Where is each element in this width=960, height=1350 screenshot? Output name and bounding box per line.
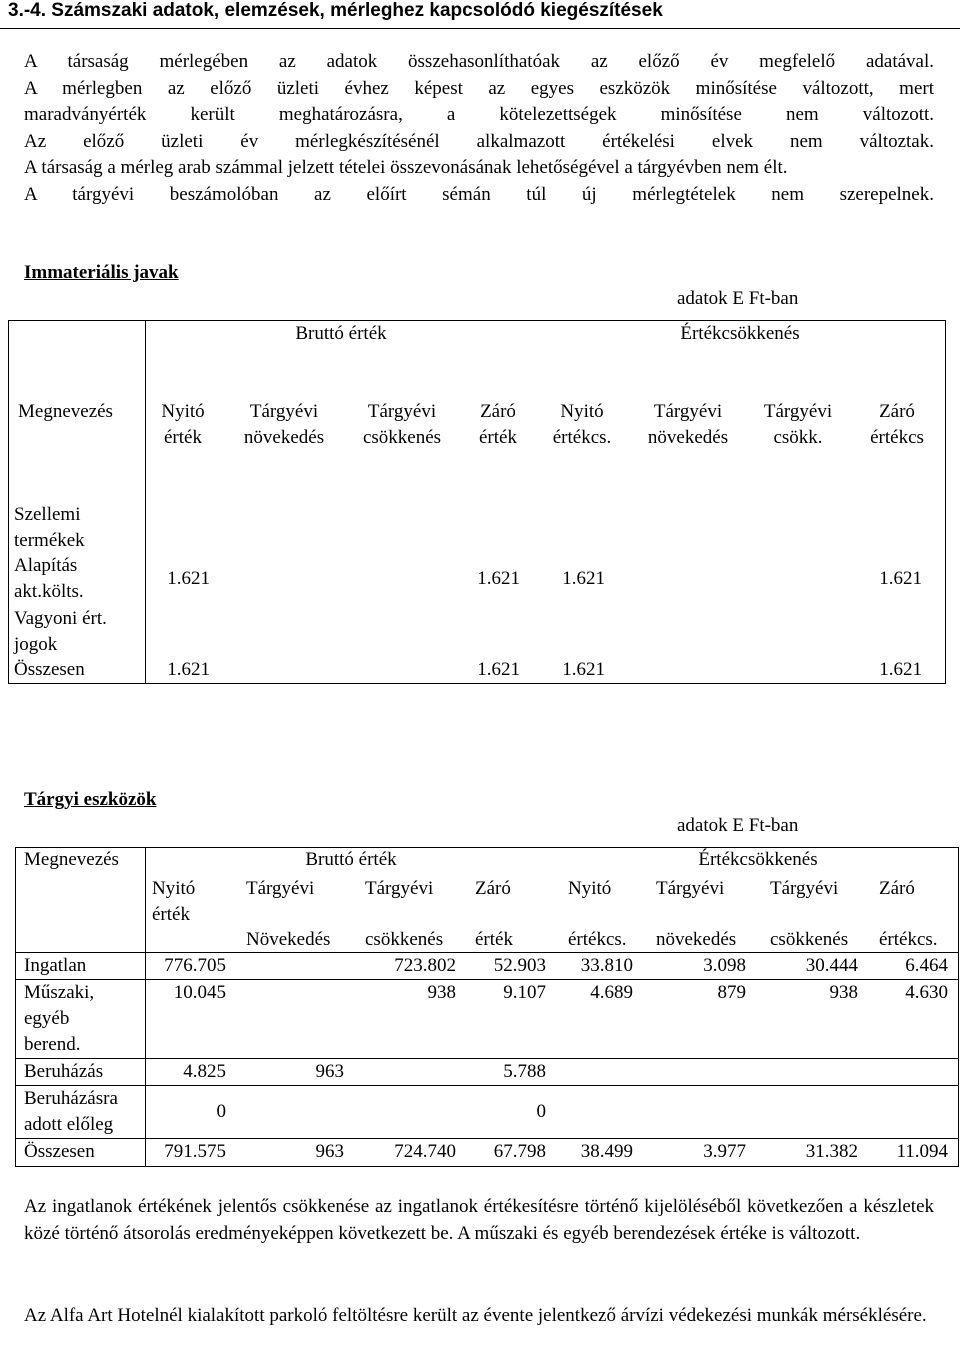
- table-cell: 1.621: [562, 568, 605, 589]
- tangible-col-name: Megnevezés: [24, 849, 119, 870]
- closing-paragraph: Az ingatlanok értékének jelentős csökkenése az ingatlanok értékesítésre történő kijelöléséből következően a készletek közé történő átsorolás eredményeképpen következett be. A műszaki és egyéb berendezések értéke is változott.: [24, 1196, 934, 1244]
- intangible-col-header: Tárgyévi növekedés: [647, 401, 729, 448]
- intro-line: maradványérték került meghatározásra, a kötelezettségek minősítése nem változott.: [24, 104, 934, 125]
- table-cell: 1.621: [879, 659, 922, 680]
- table-cell: 1.621: [167, 659, 210, 680]
- tangible-col-header: növekedés: [656, 929, 737, 950]
- intro-line: A társaság mérlegében az adatok összehasonlíthatóak az előző év megfelelő adatával.: [24, 51, 934, 72]
- closing-paragraph: Az Alfa Art Hotelnél kialakított parkoló feltöltésre került az évente jelentkező árvízi védekezési munkák mérséklésére.: [24, 1305, 927, 1326]
- section-heading: 3.-4. Számszaki adatok, elemzések, mérleghez kapcsolódó kiegészítések: [8, 0, 663, 21]
- table-cell: 3.098: [703, 955, 746, 976]
- table-cell: 938: [829, 982, 858, 1003]
- tangible-col-header: értékcs.: [568, 929, 627, 950]
- tangible-group-gross: Bruttó érték: [305, 849, 397, 870]
- tangible-col-header: Tárgyévi: [770, 878, 839, 899]
- tangible-col-header: Nyitó: [568, 878, 612, 899]
- intangible-group-depreciation: Értékcsökkenés: [680, 323, 800, 344]
- table-cell: 9.107: [503, 982, 546, 1003]
- intro-line: A mérlegben az előző üzleti évhez képest az egyes eszközök minősítése változott, mert: [24, 78, 934, 99]
- table-row-name: Ingatlan: [24, 955, 87, 976]
- table-row-name: Szellemi termékek: [14, 504, 85, 551]
- table-cell: 52.903: [493, 955, 546, 976]
- table-cell: 724.740: [394, 1141, 456, 1162]
- table-cell: 67.798: [493, 1141, 546, 1162]
- tangible-unit-note: adatok E Ft-ban: [677, 815, 799, 836]
- table-cell: 11.094: [896, 1141, 948, 1162]
- intangible-title: Immateriális javak: [24, 262, 179, 283]
- table-cell: 0: [216, 1101, 226, 1122]
- table-row-name: Összesen: [24, 1141, 95, 1162]
- tangible-col-header: érték: [152, 904, 190, 925]
- table-cell: 4.689: [590, 982, 633, 1003]
- table-cell: 963: [315, 1141, 344, 1162]
- table-cell: 5.788: [503, 1061, 546, 1082]
- tangible-col-header: Tárgyévi: [246, 878, 315, 899]
- table-cell: 1.621: [879, 568, 922, 589]
- intro-line: A társaság a mérleg arab számmal jelzett tételei összevonásának lehetőségével a tárgyévben nem élt.: [24, 157, 788, 178]
- table-row-name: Alapítás akt.költs.: [14, 555, 84, 602]
- intro-line: Az előző üzleti év mérlegkészítésénél alkalmazott értékelési elvek nem változtak.: [24, 131, 934, 152]
- table-row-name: Vagyoni ért. jogok: [14, 608, 107, 655]
- tangible-col-header: Nyitó: [152, 878, 196, 899]
- tangible-col-header: Záró: [879, 878, 915, 899]
- tangible-col-header: csökkenés: [365, 929, 444, 950]
- intangible-group-gross: Bruttó érték: [295, 323, 387, 344]
- intangible-col-name: Megnevezés: [18, 401, 113, 422]
- table-cell: 776.705: [164, 955, 226, 976]
- table-cell: 1.621: [167, 568, 210, 589]
- tangible-col-header: Tárgyévi: [656, 878, 725, 899]
- table-cell: 791.575: [164, 1141, 226, 1162]
- tangible-col-header: Növekedés: [246, 929, 331, 950]
- table-row-name: Beruházásra adott előleg: [24, 1088, 118, 1135]
- table-row-name: Összesen: [14, 659, 85, 680]
- tangible-col-header: érték: [475, 929, 513, 950]
- intangible-col-header: Nyitó érték: [161, 401, 205, 448]
- table-row-name: Beruházás: [24, 1061, 104, 1082]
- table-cell: 33.810: [580, 955, 633, 976]
- intangible-col-header: Záró értékcs: [870, 401, 924, 448]
- table-cell: 938: [427, 982, 456, 1003]
- table-cell: 1.621: [477, 659, 520, 680]
- table-cell: 0: [536, 1101, 546, 1122]
- table-cell: 31.382: [805, 1141, 858, 1162]
- table-cell: 1.621: [477, 568, 520, 589]
- table-cell: 1.621: [562, 659, 605, 680]
- intangible-col-header: Tárgyévi csökkenés: [362, 401, 442, 448]
- intangible-unit-note: adatok E Ft-ban: [677, 288, 799, 309]
- table-cell: 879: [717, 982, 746, 1003]
- tangible-col-header: csökkenés: [770, 929, 849, 950]
- table-cell: 30.444: [805, 955, 858, 976]
- intangible-col-header: Tárgyévi csökk.: [763, 401, 833, 448]
- intangible-col-header: Tárgyévi növekedés: [243, 401, 325, 448]
- intangible-col-header: Záró érték: [479, 401, 517, 448]
- tangible-title: Tárgyi eszközök: [24, 789, 157, 810]
- tangible-group-depreciation: Értékcsökkenés: [698, 849, 818, 870]
- intangible-col-header: Nyitó értékcs.: [552, 401, 612, 448]
- table-cell: 723.802: [394, 955, 456, 976]
- table-row-name: Műszaki, egyéb berend.: [24, 982, 95, 1055]
- intro-line: A tárgyévi beszámolóban az előírt sémán túl új mérlegtételek nem szerepelnek.: [24, 184, 934, 205]
- table-cell: 4.825: [183, 1061, 226, 1082]
- table-cell: 10.045: [173, 982, 226, 1003]
- tangible-col-header: Tárgyévi: [365, 878, 434, 899]
- table-cell: 38.499: [580, 1141, 633, 1162]
- table-cell: 6.464: [905, 955, 948, 976]
- table-cell: 4.630: [905, 982, 948, 1003]
- table-cell: 963: [315, 1061, 344, 1082]
- table-cell: 3.977: [703, 1141, 746, 1162]
- tangible-col-header: értékcs.: [879, 929, 938, 950]
- tangible-col-header: Záró: [475, 878, 511, 899]
